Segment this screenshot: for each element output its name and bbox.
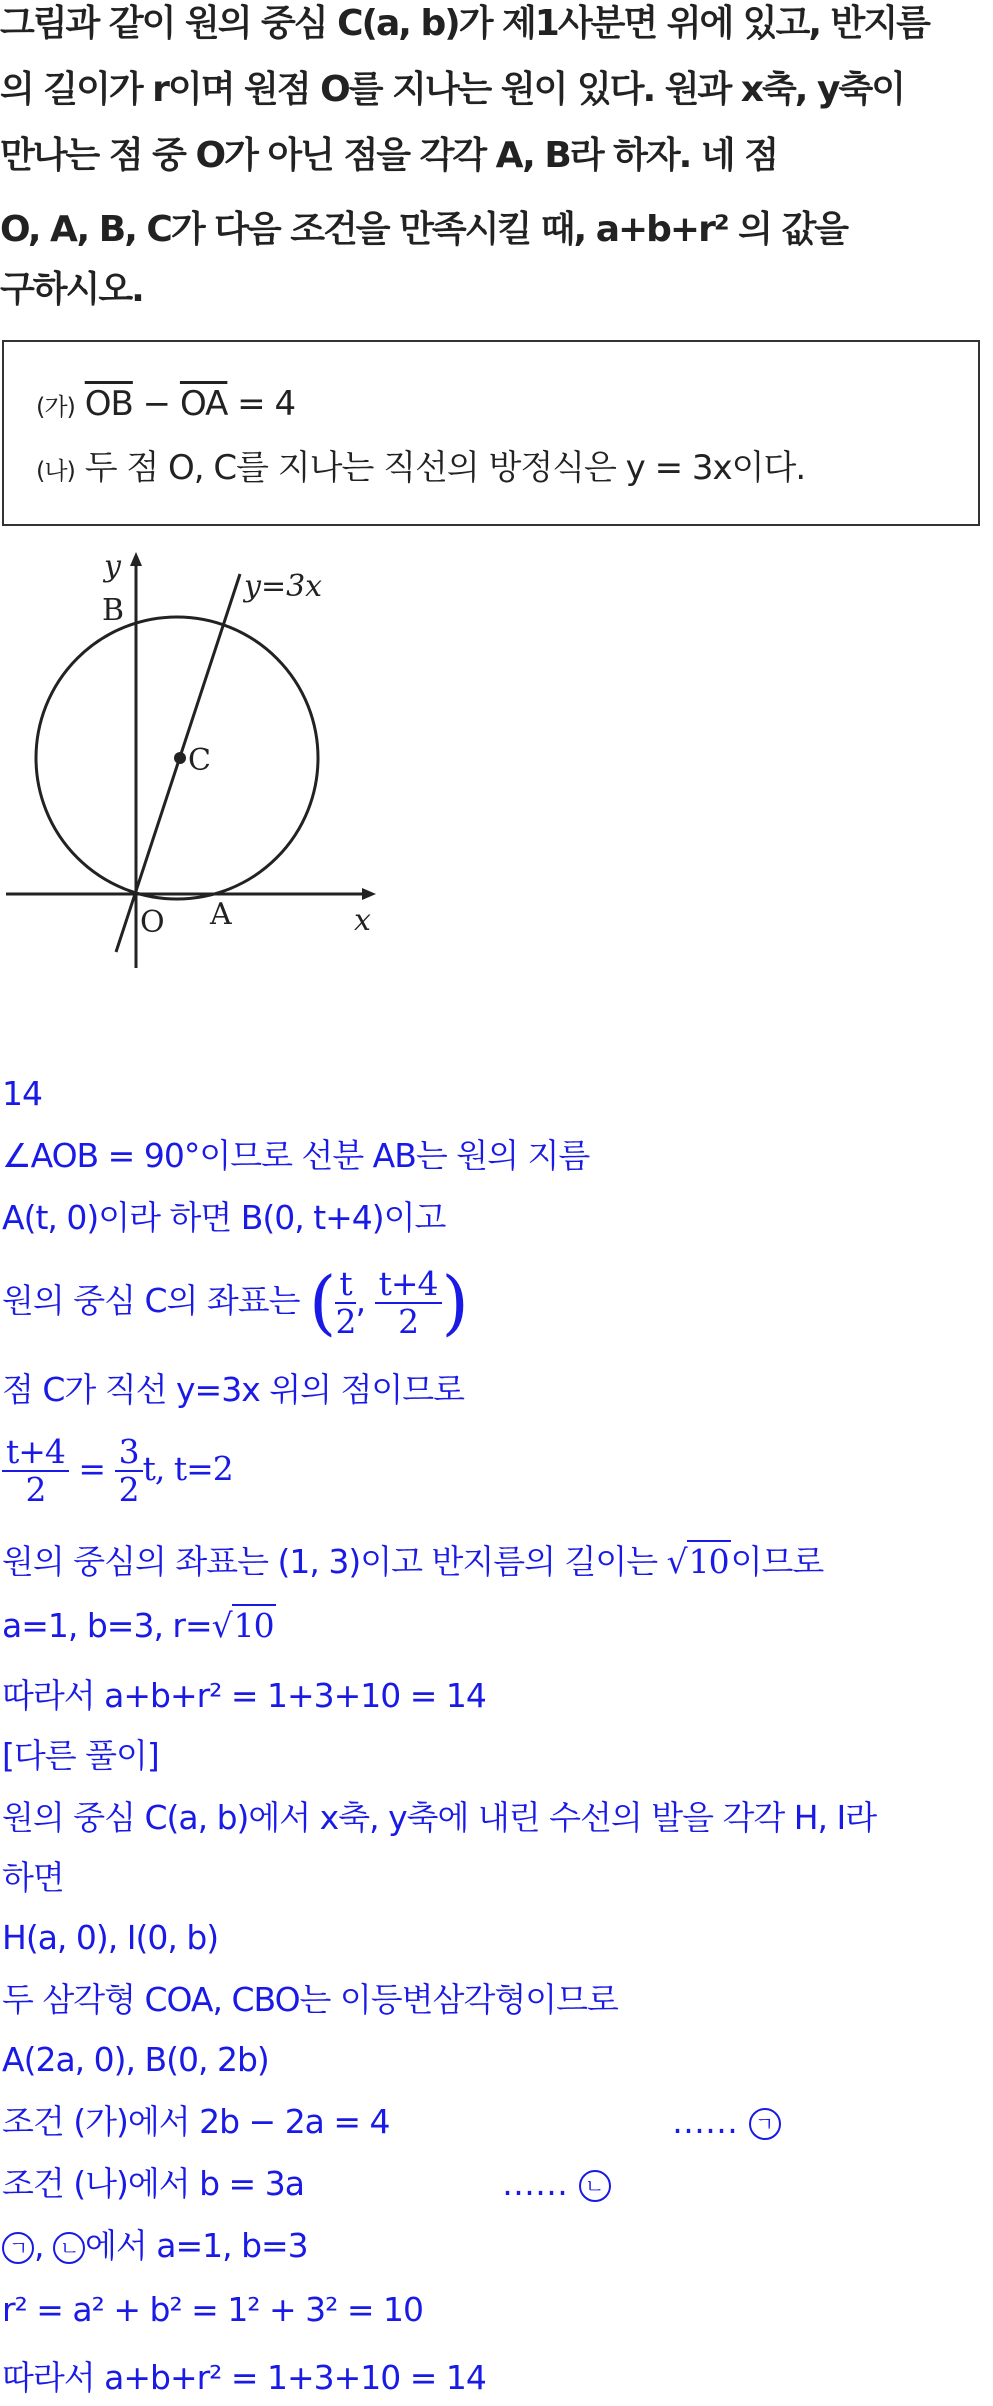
solution-line-6-post: 이므로	[730, 1542, 824, 1581]
comma: ,	[355, 1281, 366, 1320]
label-point-a: A	[210, 897, 232, 932]
equation-ref-2	[502, 2162, 611, 2206]
solution-line-1: ∠AOB = 90°이므로 선분 AB는 원의 지름	[2, 1136, 590, 1175]
condition-na	[36, 446, 805, 493]
solution-line-16: 조건 (나)에서 b = 3a	[2, 2164, 304, 2203]
solution-line-19: 따라서 a+b+r² = 1+3+10 = 14	[2, 2358, 486, 2397]
condition-ga-mark: (가)	[36, 393, 75, 421]
circled-label: ㄱ	[2, 2232, 34, 2264]
solution-line-7	[2, 1604, 276, 1648]
condition-na-mark: (나)	[36, 457, 75, 485]
problem-line-2: 의 길이가 r이며 원점 O를 지나는 원이 있다. 원과 x축, y축이	[0, 69, 905, 110]
fraction-t4-over-2	[375, 1263, 442, 1341]
label-y-3x: y=3x	[244, 569, 323, 604]
fraction-t4-over-2	[2, 1431, 69, 1509]
solution-line-2: A(t, 0)이라 하면 B(0, t+4)이고	[2, 1198, 446, 1237]
segment-oa: $\overline{OA}$	[179, 384, 228, 424]
solution-line-4: 점 C가 직선 y=3x 위의 점이므로	[2, 1370, 464, 1409]
label-y-axis: y	[104, 549, 121, 584]
label-point-o: O	[140, 905, 165, 940]
sqrt-radicand: 10	[233, 1606, 274, 1645]
fraction-numerator: t+4	[2, 1434, 69, 1472]
fraction-t-over-2	[335, 1263, 356, 1341]
sqrt-10: √10	[211, 1606, 274, 1645]
circled-label: ㄴ	[579, 2170, 611, 2202]
fraction-numerator: 3	[115, 1434, 143, 1472]
fraction-denominator: 2	[25, 1469, 46, 1509]
equation-ref-1	[672, 2100, 781, 2144]
solution-line-15: 조건 (가)에서 2b − 2a = 4	[2, 2102, 390, 2141]
ellipsis: ……	[502, 2164, 568, 2203]
label-point-b: B	[102, 593, 125, 628]
answer: 14	[2, 1074, 42, 1113]
condition-na-text: 두 점 O, C를 지나는 직선의 방정식은 y = 3x이다.	[84, 448, 806, 488]
solution-line-12: H(a, 0), I(0, b)	[2, 1918, 219, 1957]
problem-line-4: O, A, B, C가 다음 조건을 만족시킬 때, a+b+r² 의 값을	[0, 209, 848, 250]
center-point-c	[174, 752, 186, 764]
solution-line-14: A(2a, 0), B(0, 2b)	[2, 2040, 269, 2079]
solution-line-6	[2, 1540, 823, 1584]
solution-line-18: r² = a² + b² = 1² + 3² = 10	[2, 2290, 424, 2329]
right-paren: )	[441, 1261, 468, 1344]
separator: ,	[34, 2226, 53, 2265]
label-point-c: C	[188, 743, 211, 778]
solution-line-10: 원의 중심 C(a, b)에서 x축, y축에 내린 수선의 발을 각각 H, I라	[2, 1798, 877, 1837]
solution-line-6-text: 원의 중심의 좌표는 (1, 3)이고 반지름의 길이는	[2, 1542, 658, 1581]
condition-ga-minus: −	[132, 384, 180, 424]
equals-sign: =	[78, 1449, 106, 1488]
fraction-3-over-2	[115, 1431, 143, 1509]
solution-line-17	[2, 2224, 308, 2268]
fraction-denominator: 2	[335, 1301, 356, 1341]
solution-line-17-text: 에서 a=1, b=3	[84, 2226, 308, 2265]
x-axis-arrow	[362, 888, 376, 900]
condition-ga	[36, 382, 295, 429]
solution-line-8: 따라서 a+b+r² = 1+3+10 = 14	[2, 1676, 486, 1715]
fraction-denominator: 2	[398, 1301, 419, 1341]
problem-line-5: 구하시오.	[0, 269, 143, 310]
fraction-numerator: t	[335, 1266, 355, 1304]
ellipsis: ……	[672, 2102, 738, 2141]
solution-line-5	[2, 1424, 233, 1514]
fraction-numerator: t+4	[375, 1266, 442, 1304]
solution-line-13: 두 삼각형 COA, CBO는 이등변삼각형이므로	[2, 1980, 618, 2019]
segment-ob: $\overline{OB}$	[84, 384, 133, 424]
left-paren: (	[309, 1261, 336, 1344]
solution-line-7-text: a=1, b=3, r=	[2, 1606, 212, 1645]
circle-figure	[0, 540, 380, 980]
solution-line-3-text: 원의 중심 C의 좌표는	[2, 1281, 300, 1320]
condition-ga-rest: = 4	[227, 384, 296, 424]
problem-line-3: 만나는 점 중 O가 아닌 점을 각각 A, B라 하자. 네 점	[0, 135, 777, 176]
sqrt-10: √10	[666, 1542, 729, 1581]
circled-label: ㄱ	[749, 2108, 781, 2140]
solution-line-9: [다른 풀이]	[2, 1736, 159, 1775]
label-x-axis: x	[354, 903, 371, 938]
conditions-box	[2, 340, 980, 526]
solution-line-5-rest: t, t=2	[142, 1449, 233, 1488]
circled-label: ㄴ	[53, 2232, 85, 2264]
fraction-denominator: 2	[118, 1469, 139, 1509]
sqrt-radicand: 10	[688, 1542, 729, 1581]
y-axis-arrow	[130, 552, 142, 566]
solution-line-11: 하면	[2, 1858, 64, 1897]
solution-line-3	[2, 1256, 468, 1348]
problem-line-1: 그림과 같이 원의 중심 C(a, b)가 제1사분면 위에 있고, 반지름	[0, 3, 929, 44]
